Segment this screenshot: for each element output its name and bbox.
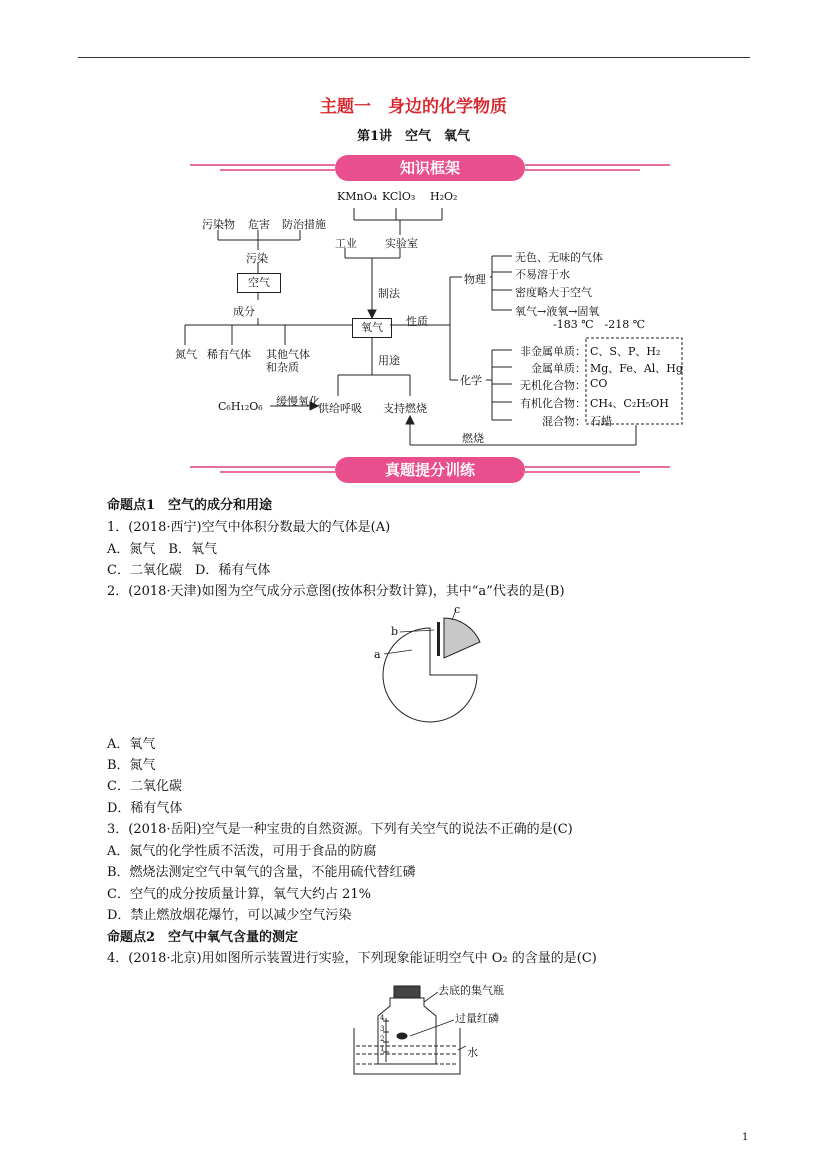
option: C．空气的成分按质量计算，氧气大约占 21% — [107, 887, 371, 902]
label-slow-oxidation: 缓慢氧化 — [276, 395, 320, 408]
physical-item: -183 ℃ -218 ℃ — [553, 318, 646, 331]
physical-item: 无色、无味的气体 — [515, 251, 603, 264]
label-glucose: C₆H₁₂O₆ — [218, 400, 263, 413]
component-noble-gas: 稀有气体 — [207, 348, 251, 361]
physical-item: 密度略大于空气 — [515, 286, 592, 299]
label-red-phosphorus: 过量红磷 — [455, 1012, 499, 1025]
option: C．二氧化碳 D．稀有气体 — [107, 563, 271, 578]
option: D．禁止燃放烟花爆竹，可以减少空气污染 — [107, 908, 352, 923]
chem-value: C、S、P、H₂ — [590, 345, 661, 358]
pie-label-b: b — [391, 625, 399, 638]
question-stem: 3．(2018·岳阳)空气是一种宝贵的自然资源。下列有关空气的说法不正确的是(C) — [107, 822, 573, 837]
label-bottomless-jar: 去底的集气瓶 — [438, 984, 504, 997]
reagent-kclo3: KClO₃ — [382, 190, 416, 203]
reagent-h2o2: H₂O₂ — [430, 190, 458, 203]
option: C．二氧化碳 — [107, 779, 182, 794]
pie-slice-b — [437, 622, 440, 656]
question-stem: 4．(2018·北京)用如图所示装置进行实验，下列现象能证明空气中 O₂ 的含量的是(C) — [107, 951, 597, 966]
page-title: 主题一 身边的化学物质 — [320, 97, 507, 117]
topic-heading: 命题点2 空气中氧气含量的测定 — [107, 930, 299, 945]
option: B．燃烧法测定空气中氧气的含量，不能用硫代替红磷 — [107, 865, 416, 880]
chem-name: 金属单质： — [531, 362, 586, 375]
scale-mark: 3 — [380, 1025, 385, 1033]
air-pie-chart — [368, 610, 488, 720]
chem-value: CH₄、C₂H₅OH — [590, 397, 669, 410]
use-respiration: 供给呼吸 — [318, 402, 362, 415]
label-properties: 性质 — [406, 315, 428, 328]
label-uses: 用途 — [378, 354, 400, 367]
use-combustion: 支持燃烧 — [383, 402, 427, 415]
option: A．氮气 B．氧气 — [107, 542, 217, 557]
chem-name: 无机化合物： — [520, 379, 586, 392]
pollution-item: 防治措施 — [282, 218, 326, 231]
oxygen-box: 氧气 — [352, 318, 392, 338]
topic-heading: 命题点1 空气的成分和用途 — [107, 498, 273, 513]
banner-exam-label: 真题提分训练 — [335, 457, 525, 483]
reagent-kmno4: KMnO₄ — [337, 190, 377, 203]
option: A．氮气的化学性质不活泼，可用于食品的防腐 — [107, 844, 377, 859]
component-nitrogen: 氮气 — [175, 348, 197, 361]
physical-item: 不易溶于水 — [515, 268, 570, 281]
component-other: 其他气体 — [266, 348, 310, 361]
chem-name: 有机化合物： — [520, 397, 586, 410]
chem-value: CO — [590, 377, 608, 390]
label-chemical: 化学 — [460, 374, 482, 387]
option: B．氮气 — [107, 758, 156, 773]
component-impurities: 和杂质 — [266, 361, 299, 374]
pie-slice-c — [444, 618, 480, 658]
scale-mark: 4 — [380, 1014, 385, 1022]
chem-value: Mg、Fe、Al、Hg — [590, 362, 683, 375]
question-stem: 1．(2018·西宁)空气中体积分数最大的气体是(A) — [107, 520, 391, 535]
physical-item: 氧气→液氧→固氧 — [515, 305, 600, 318]
label-burning: 燃烧 — [462, 432, 484, 445]
pie-label-a: a — [374, 648, 381, 661]
label-industry: 工业 — [335, 237, 357, 250]
label-physical: 物理 — [464, 273, 486, 286]
pie-label-c: c — [454, 603, 461, 616]
label-water: 水 — [467, 1046, 478, 1059]
pollution-item: 危害 — [248, 218, 270, 231]
chem-value: 石蜡 — [590, 415, 612, 428]
label-lab: 实验室 — [385, 237, 418, 250]
chem-name: 非金属单质： — [520, 345, 586, 358]
chem-name: 混合物： — [542, 415, 586, 428]
apparatus-figure — [350, 984, 510, 1084]
scale-mark: 1 — [380, 1045, 385, 1053]
label-pollution: 污染 — [246, 252, 268, 265]
pollution-item: 污染物 — [202, 218, 235, 231]
scale-mark: 2 — [380, 1035, 385, 1043]
option: A．氧气 — [107, 737, 156, 752]
label-preparation: 制法 — [378, 287, 400, 300]
banner-exam — [190, 457, 670, 485]
banner-knowledge-label: 知识框架 — [335, 155, 525, 181]
option: D．稀有气体 — [107, 801, 183, 816]
page-number: 1 — [742, 1132, 749, 1143]
lesson-subtitle: 第1讲 空气 氧气 — [356, 129, 471, 144]
label-composition: 成分 — [233, 305, 255, 318]
air-box: 空气 — [237, 273, 281, 293]
question-stem: 2．(2018·天津)如图为空气成分示意图(按体积分数计算)，其中“a”代表的是(B) — [107, 584, 565, 599]
